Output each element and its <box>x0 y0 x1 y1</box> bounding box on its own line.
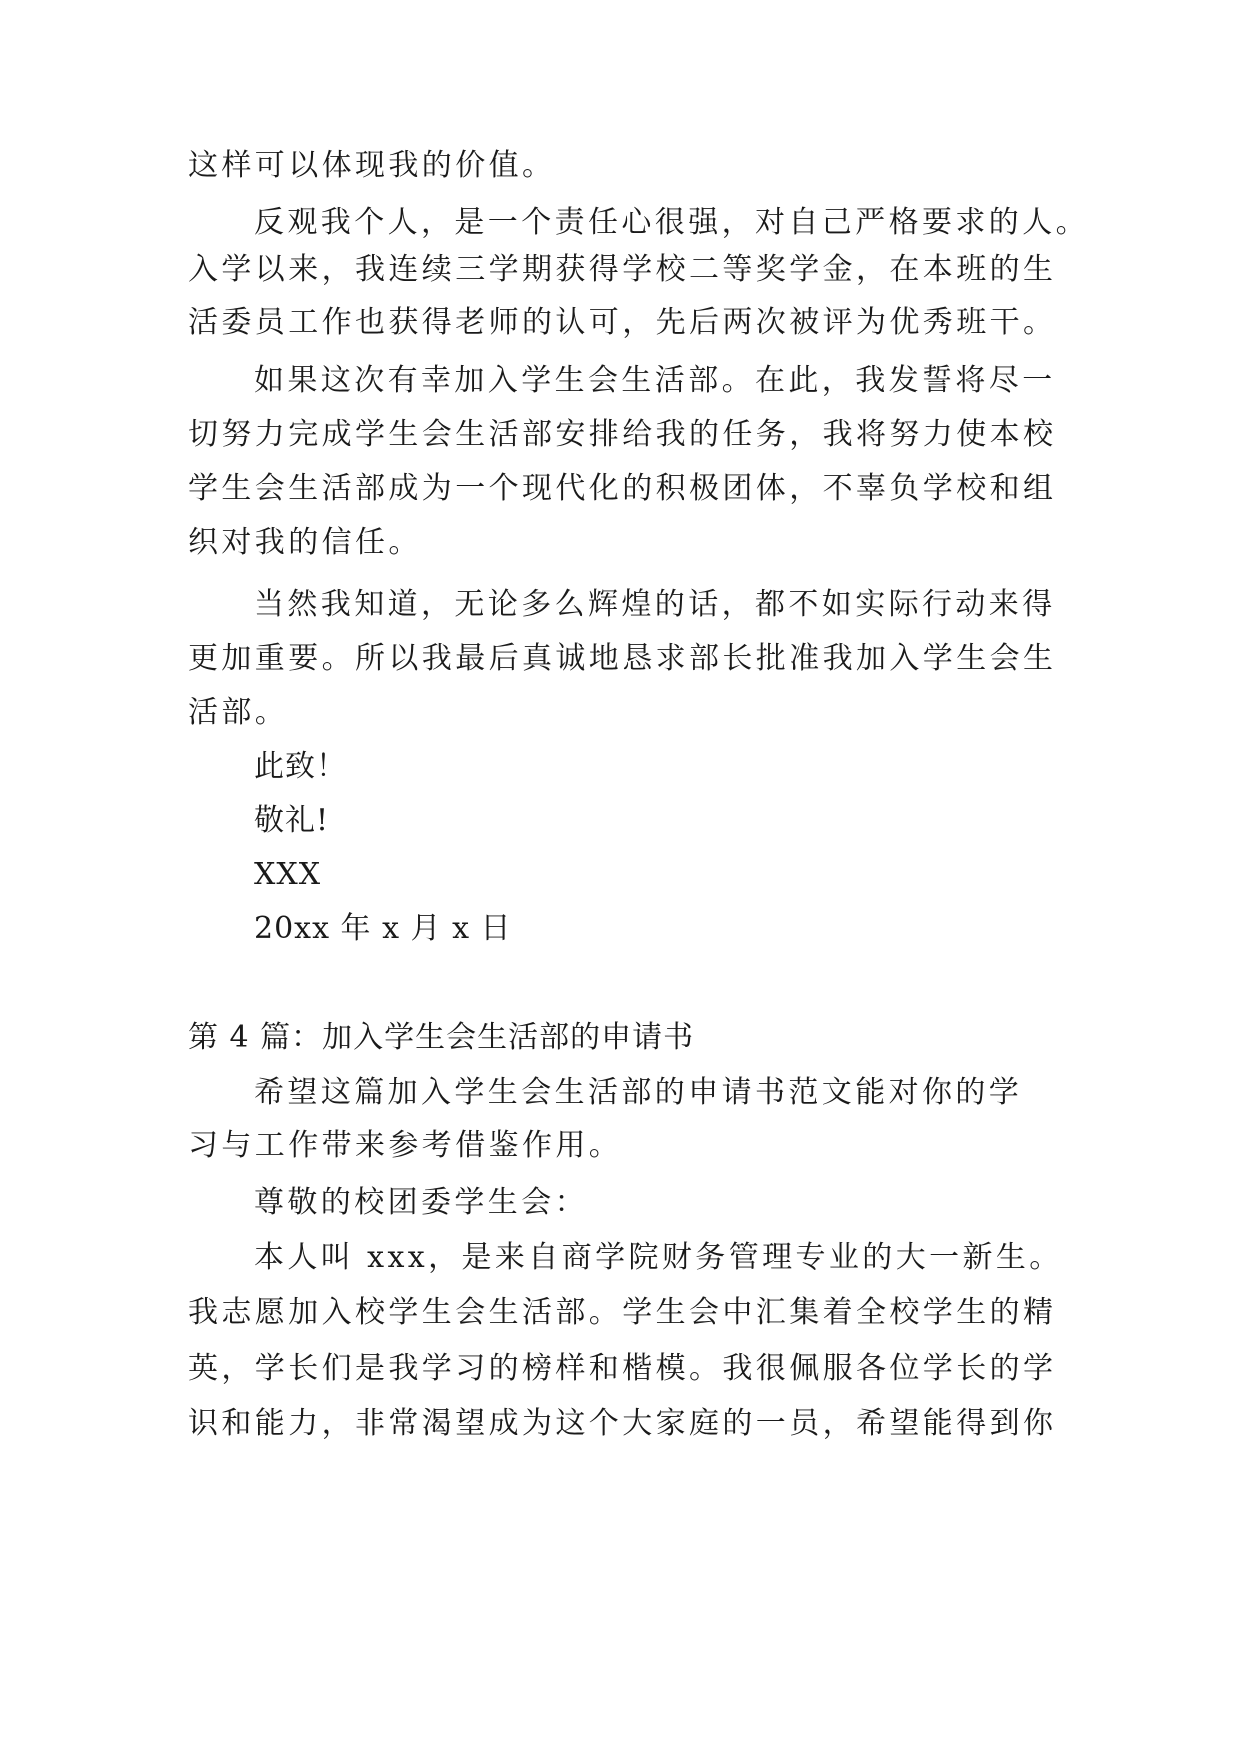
paragraph-line: 当然我知道，无论多么辉煌的话，都不如实际行动来得 <box>254 587 1056 622</box>
paragraph-line: 英，学长们是我学习的榜样和楷模。我很佩服各位学长的学 <box>188 1351 1057 1386</box>
paragraph-line: 这样可以体现我的价值。 <box>188 148 556 183</box>
section-heading: 第 4 篇：加入学生会生活部的申请书 <box>188 1020 695 1055</box>
paragraph-line: 学生会生活部成为一个现代化的积极团体，不辜负学校和组 <box>188 471 1057 506</box>
paragraph-line: 活委员工作也获得老师的认可，先后两次被评为优秀班干。 <box>188 305 1057 340</box>
paragraph-line: 切努力完成学生会生活部安排给我的任务，我将努力使本校 <box>188 417 1057 452</box>
paragraph-line: 入学以来，我连续三学期获得学校二等奖学金，在本班的生 <box>188 252 1057 287</box>
paragraph-line: 如果这次有幸加入学生会生活部。在此，我发誓将尽一 <box>254 363 1056 398</box>
paragraph-line: 识和能力，非常渴望成为这个大家庭的一员，希望能得到你 <box>188 1406 1057 1441</box>
paragraph-line: 希望这篇加入学生会生活部的申请书范文能对你的学 <box>254 1075 1023 1110</box>
closing-line: 敬礼! <box>254 803 330 838</box>
paragraph-line: 本人叫 xxx，是来自商学院财务管理专业的大一新生。 <box>254 1240 1063 1275</box>
paragraph-line: 习与工作带来参考借鉴作用。 <box>188 1128 623 1163</box>
paragraph-line: 织对我的信任。 <box>188 525 422 560</box>
paragraph-line: 我志愿加入校学生会生活部。学生会中汇集着全校学生的精 <box>188 1295 1057 1330</box>
paragraph-line: 反观我个人，是一个责任心很强，对自己严格要求的人。 <box>254 205 1089 240</box>
paragraph-line: 更加重要。所以我最后真诚地恳求部长批准我加入学生会生 <box>188 641 1057 676</box>
closing-line: 此致！ <box>254 749 347 784</box>
signature-name: XXX <box>254 857 322 892</box>
signature-date: 20xx 年 x 月 x 日 <box>254 911 512 946</box>
paragraph-line: 活部。 <box>188 695 289 730</box>
salutation-line: 尊敬的校团委学生会： <box>254 1185 588 1220</box>
